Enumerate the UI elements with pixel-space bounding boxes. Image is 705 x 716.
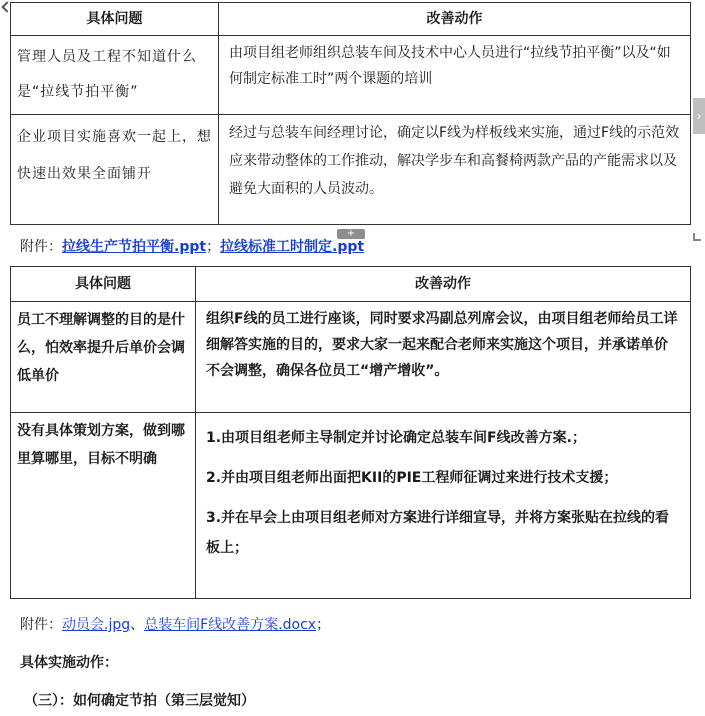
attachment-line-2 xyxy=(20,614,330,634)
problem-action-table-2 xyxy=(10,266,691,599)
problem-action-table-1 xyxy=(10,2,691,225)
header-problem: 具体问题 xyxy=(11,267,196,302)
attachment-line-1 xyxy=(20,236,364,256)
header-action: 改善动作 xyxy=(219,3,691,36)
attachment-label: 附件： xyxy=(20,239,62,255)
header-action: 改善动作 xyxy=(196,267,691,302)
section-paragraph: 具体实施动作： xyxy=(20,655,118,671)
problem-cell: 管理人员及工程不知道什么是“拉线节拍平衡” xyxy=(11,36,219,115)
action-step: 3.并在早会上由项目组老师对方案进行详细宣导，并将方案张贴在拉线的看板上； xyxy=(206,510,670,556)
side-expand-tab[interactable]: › xyxy=(693,98,705,134)
attachment-end: ； xyxy=(316,617,331,633)
action-cell: 经过与总装车间经理讨论，确定以F线为样板线来实施，通过F线的示范效应来带动整体的工作推动，解决学步车和高餐椅两款产品的产能需求以及避免大面积的人员波动。 xyxy=(219,115,691,225)
problem-cell: 企业项目实施喜欢一起上，想快速出效果全面铺开 xyxy=(11,115,219,225)
problem-cell: 员工不理解调整的目的是什么，怕效率提升后单价会调低单价 xyxy=(11,302,196,413)
header-problem: 具体问题 xyxy=(11,3,219,36)
add-row-handle[interactable]: + xyxy=(337,229,365,239)
action-cell: 组织F线的员工进行座谈，同时要求冯副总列席会议，由项目组老师给员工详细解答实施的目的，要求大家一起来配合老师来实施这个项目，并承诺单价不会调整，确保各位员工“增产增收”。 xyxy=(196,302,691,413)
action-cell: 由项目组老师组织总装车间及技术中心人员进行“拉线节拍平衡”以及“如何制定标准工时”两个课题的培训 xyxy=(219,36,691,115)
table-row xyxy=(11,36,691,115)
attachment-link[interactable]: 拉线生产节拍平衡.ppt xyxy=(62,239,207,255)
attachment-separator: 、 xyxy=(130,617,145,633)
section-heading: （三）：如何确定节拍（第三层觉知） xyxy=(24,693,255,709)
problem-cell: 没有具体策划方案，做到哪里算哪里，目标不明确 xyxy=(11,413,196,599)
table-row xyxy=(11,115,691,225)
attachment-link[interactable]: 拉线标准工时制定.ppt xyxy=(220,239,365,255)
attachment-label: 附件： xyxy=(20,617,62,633)
action-step: 1.由项目组老师主导制定并讨论确定总装车间F线改善方案.； xyxy=(206,430,586,446)
action-cell xyxy=(196,413,691,599)
attachment-link[interactable]: 动员会.jpg xyxy=(62,617,131,633)
table-row xyxy=(11,413,691,599)
attachment-link[interactable]: 总装车间F线改善方案.docx xyxy=(144,617,317,633)
table-resize-handle[interactable] xyxy=(693,233,701,241)
attachment-separator: ； xyxy=(206,239,221,255)
action-step: 2.并由项目组老师出面把KII的PIE工程师征调过来进行技术支援； xyxy=(206,470,618,486)
table-row xyxy=(11,302,691,413)
